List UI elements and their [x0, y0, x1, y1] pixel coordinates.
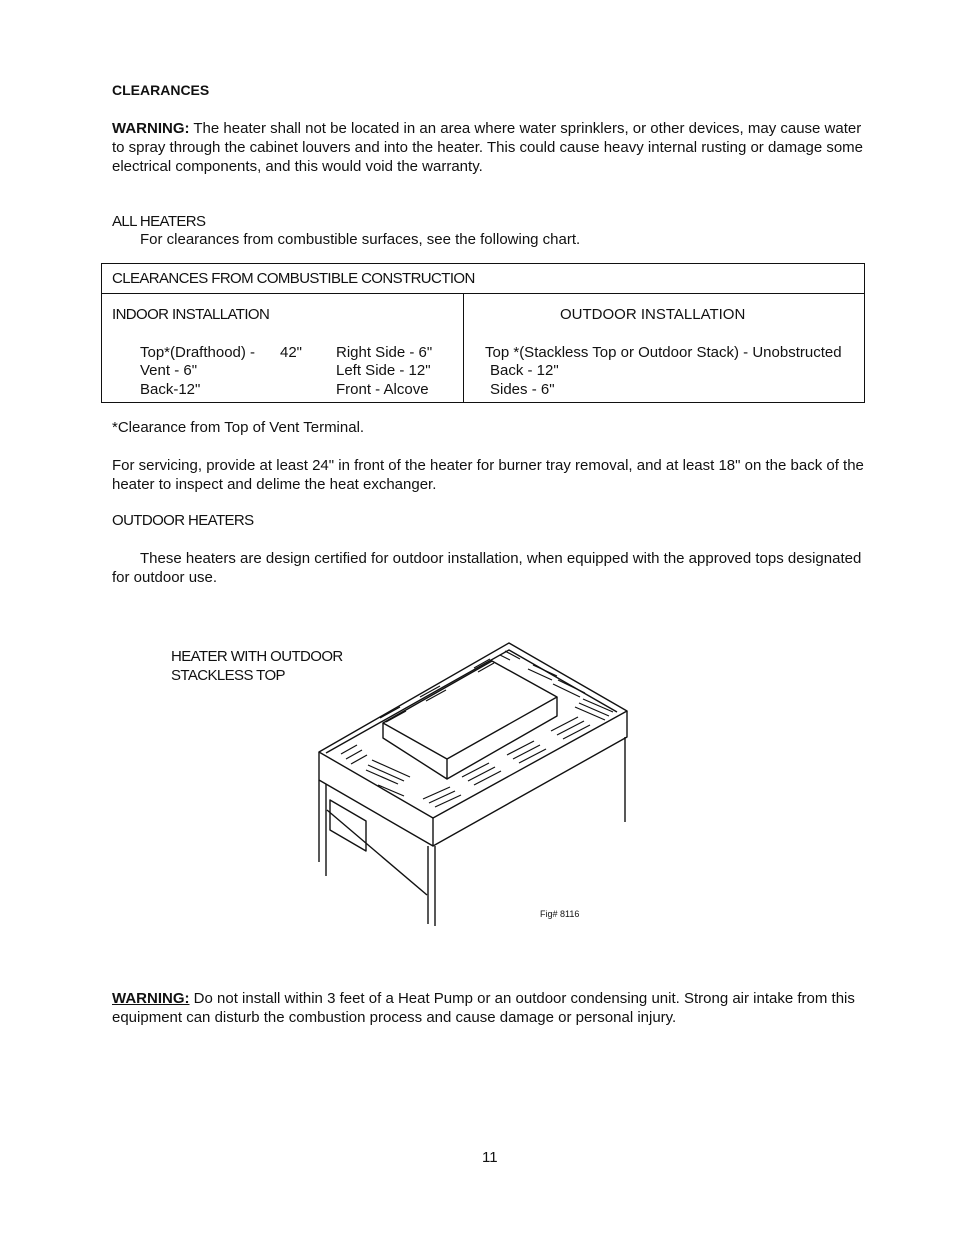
page-number: 11 — [482, 1149, 498, 1166]
figure-caption-line2: STACKLESS TOP — [171, 667, 285, 684]
figure-caption-line1: HEATER WITH OUTDOOR — [171, 648, 343, 665]
indoor-top-clearance: Top*(Drafthood) - — [140, 344, 256, 361]
page-heading: CLEARANCES — [112, 82, 210, 98]
servicing-text: For servicing, provide at least 24" in front of the heater for burner tray removal, and at least 18" on the back of the heater to inspect and delime the heat exchanger. — [112, 457, 864, 493]
warning-heat-pump — [112, 989, 876, 1027]
indoor-left-side: Left Side - 12" — [336, 362, 431, 379]
figure-number: Fig# 8116 — [540, 909, 580, 919]
outdoor-heading: OUTDOOR INSTALLATION — [560, 306, 746, 323]
all-heaters-heading: ALL HEATERS — [112, 213, 206, 230]
indoor-top-clearance-value: 42" — [280, 344, 303, 361]
warning-label-underlined: WARNING: — [112, 990, 190, 1007]
outdoor-heaters-text: These heaters are design certified for outdoor installation, when equipped with the approved tops designated for outdoor use. — [112, 550, 862, 586]
warning-label: WARNING: — [112, 120, 190, 137]
outdoor-sides: Sides - 6" — [490, 381, 555, 398]
all-heaters-text: For clearances from combustible surfaces, see the following chart. — [140, 231, 581, 248]
indoor-vent-clearance: Vent - 6" — [140, 362, 198, 379]
indoor-front: Front - Alcove — [336, 381, 429, 398]
indoor-right-side: Right Side - 6" — [336, 344, 433, 361]
outdoor-back: Back - 12" — [490, 362, 559, 379]
indoor-back-clearance: Back-12" — [140, 381, 201, 398]
warning-heat-pump-text: Do not install within 3 feet of a Heat Pump or an outdoor condensing unit. Strong air intake from this equipment can disturb the combustion process and cause damage or personal injury. — [112, 990, 855, 1026]
outdoor-top: Top *(Stackless Top or Outdoor Stack) - Unobstructed — [485, 344, 842, 361]
warning-text: The heater shall not be located in an area where water sprinklers, or other devices, may cause water to spray through the cabinet louvers and into the heater. This could cause heavy internal rusting or damage some electrical components, and this would void the warranty. — [112, 120, 864, 175]
indoor-heading: INDOOR INSTALLATION — [112, 306, 270, 323]
chart-title: CLEARANCES FROM COMBUSTIBLE CONSTRUCTION — [112, 270, 475, 287]
chart-footnote: *Clearance from Top of Vent Terminal. — [112, 419, 365, 436]
outdoor-heaters-heading: OUTDOOR HEATERS — [112, 512, 254, 529]
